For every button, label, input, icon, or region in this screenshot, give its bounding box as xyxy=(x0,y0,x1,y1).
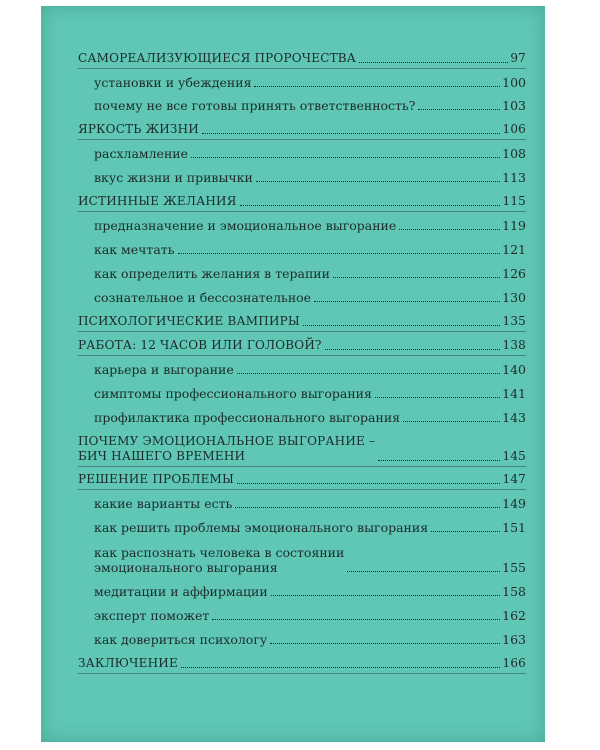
toc-entry-title: САМОРЕАЛИЗУЮЩИЕСЯ ПРОРОЧЕСТВА xyxy=(78,51,357,65)
toc-page-number: 115 xyxy=(502,194,526,208)
toc-leader-dots xyxy=(237,482,500,484)
toc-leader-dots xyxy=(270,642,500,644)
toc-leader-dots xyxy=(202,132,501,134)
section-rule xyxy=(78,68,526,69)
toc-leader-dots xyxy=(431,530,500,532)
toc-leader-dots xyxy=(359,61,508,63)
toc-section-entry xyxy=(78,122,526,137)
toc-page-number: 100 xyxy=(502,75,526,90)
toc-entry-title: почему не все готовы принять ответственность? xyxy=(94,98,416,113)
toc-section-entry xyxy=(78,51,526,66)
toc-leader-dots xyxy=(378,459,500,461)
toc-subsection-entry xyxy=(94,218,526,233)
toc-subsection-entry xyxy=(94,242,526,257)
toc-subsection-entry xyxy=(94,608,526,623)
toc-leader-dots xyxy=(212,618,500,620)
toc-entry-title: РАБОТА: 12 ЧАСОВ ИЛИ ГОЛОВОЙ? xyxy=(78,338,322,352)
toc-entry-title: симптомы профессионального выгорания xyxy=(94,386,372,401)
toc-subsection-entry xyxy=(94,266,526,281)
toc-entry-title: как определить желания в терапии xyxy=(94,266,330,281)
toc-entry-title: вкус жизни и привычки xyxy=(94,170,253,185)
toc-subsection-entry xyxy=(94,290,526,305)
toc-entry-title: карьера и выгорание xyxy=(94,362,234,377)
section-rule xyxy=(78,673,526,674)
toc-page-number: 147 xyxy=(502,472,526,486)
toc-leader-dots xyxy=(240,204,501,206)
section-rule xyxy=(78,211,526,212)
toc-entry-title: расхламление xyxy=(94,146,189,161)
toc-leader-dots xyxy=(347,570,500,572)
toc-entry-title: ЗАКЛЮЧЕНИЕ xyxy=(78,656,178,670)
toc-page-number: 140 xyxy=(502,362,526,377)
toc-leader-dots xyxy=(254,85,500,87)
toc-subsection-entry xyxy=(94,170,526,185)
toc-page-number: 97 xyxy=(510,51,526,65)
toc-page-number: 163 xyxy=(502,632,526,647)
toc-subsection-entry xyxy=(94,520,526,535)
toc-entry-title: ЯРКОСТЬ ЖИЗНИ xyxy=(78,122,199,136)
toc-entry-title: предназначение и эмоциональное выгорание xyxy=(94,218,397,233)
toc-page-number: 143 xyxy=(502,410,526,425)
toc-page-number: 151 xyxy=(502,520,526,535)
section-rule xyxy=(78,139,526,140)
toc-page-number: 121 xyxy=(502,242,526,257)
toc-page-number: 108 xyxy=(502,146,526,161)
toc-subsection-entry xyxy=(94,98,526,113)
toc-leader-dots xyxy=(399,228,500,230)
toc-page-number: 113 xyxy=(502,170,526,185)
toc-section-entry xyxy=(78,472,526,487)
toc-page-number: 149 xyxy=(502,496,526,511)
toc-leader-dots xyxy=(271,594,500,596)
toc-leader-dots xyxy=(178,252,501,254)
toc-entry-title: как решить проблемы эмоционального выгорания xyxy=(94,520,429,535)
toc-entry-title: сознательное и бессознательное xyxy=(94,290,312,305)
toc-leader-dots xyxy=(303,324,501,326)
toc-subsection-entry xyxy=(94,545,526,575)
toc-page-number: 155 xyxy=(502,560,526,575)
toc-page-number: 119 xyxy=(502,218,526,233)
section-rule xyxy=(78,355,526,356)
toc-entry-title: профилактика профессионального выгорания xyxy=(94,410,401,425)
toc-leader-dots xyxy=(403,420,500,422)
toc-subsection-entry xyxy=(94,410,526,425)
toc-leader-dots xyxy=(191,156,500,158)
toc-entry-title: установки и убеждения xyxy=(94,75,252,90)
toc-leader-dots xyxy=(181,666,501,668)
toc-entry-title: медитации и аффирмации xyxy=(94,584,268,599)
toc-page-number: 138 xyxy=(502,338,526,352)
toc-subsection-entry xyxy=(94,362,526,377)
toc-entry-title: как распознать человека в состоянии эмоционального выгорания xyxy=(94,545,345,575)
toc-page-number: 106 xyxy=(502,122,526,136)
toc-entry-title: какие варианты есть xyxy=(94,496,233,511)
toc-entry-title: как довериться психологу xyxy=(94,632,268,647)
toc-page-number: 135 xyxy=(502,314,526,328)
toc-leader-dots xyxy=(333,276,500,278)
toc-subsection-entry xyxy=(94,146,526,161)
toc-leader-dots xyxy=(314,300,500,302)
toc-entry-title: ПОЧЕМУ ЭМОЦИОНАЛЬНОЕ ВЫГОРАНИЕ – БИЧ НАШЕГО ВРЕМЕНИ xyxy=(78,434,376,463)
toc-entry-title: как мечтать xyxy=(94,242,175,257)
toc-page-number: 162 xyxy=(502,608,526,623)
toc-entry-title: ПСИХОЛОГИЧЕСКИЕ ВАМПИРЫ xyxy=(78,314,300,328)
toc-entry-title: РЕШЕНИЕ ПРОБЛЕМЫ xyxy=(78,472,235,486)
section-rule xyxy=(78,331,526,332)
toc-page-number: 126 xyxy=(502,266,526,281)
toc-leader-dots xyxy=(235,506,500,508)
toc-page-number: 141 xyxy=(502,386,526,401)
toc-subsection-entry xyxy=(94,386,526,401)
toc-page-number: 103 xyxy=(502,98,526,113)
toc-section-entry xyxy=(78,338,526,353)
toc-leader-dots xyxy=(256,180,500,182)
toc-subsection-entry xyxy=(94,632,526,647)
toc-page-number: 145 xyxy=(502,449,526,463)
section-rule xyxy=(78,466,526,467)
toc-leader-dots xyxy=(325,348,501,350)
toc-page-number: 158 xyxy=(502,584,526,599)
toc-subsection-entry xyxy=(94,496,526,511)
toc-subsection-entry xyxy=(94,75,526,90)
toc-section-entry xyxy=(78,434,526,464)
toc-entry-title: ИСТИННЫЕ ЖЕЛАНИЯ xyxy=(78,194,237,208)
toc-subsection-entry xyxy=(94,584,526,599)
toc-page-number: 166 xyxy=(502,656,526,670)
toc-section-entry xyxy=(78,194,526,209)
toc-entry-title: эксперт поможет xyxy=(94,608,210,623)
toc-leader-dots xyxy=(418,108,500,110)
book-page xyxy=(41,6,545,742)
toc-section-entry xyxy=(78,314,526,329)
toc-leader-dots xyxy=(375,396,500,398)
toc-page-number: 130 xyxy=(502,290,526,305)
toc-section-entry xyxy=(78,656,526,671)
section-rule xyxy=(78,489,526,490)
toc-leader-dots xyxy=(237,372,500,374)
